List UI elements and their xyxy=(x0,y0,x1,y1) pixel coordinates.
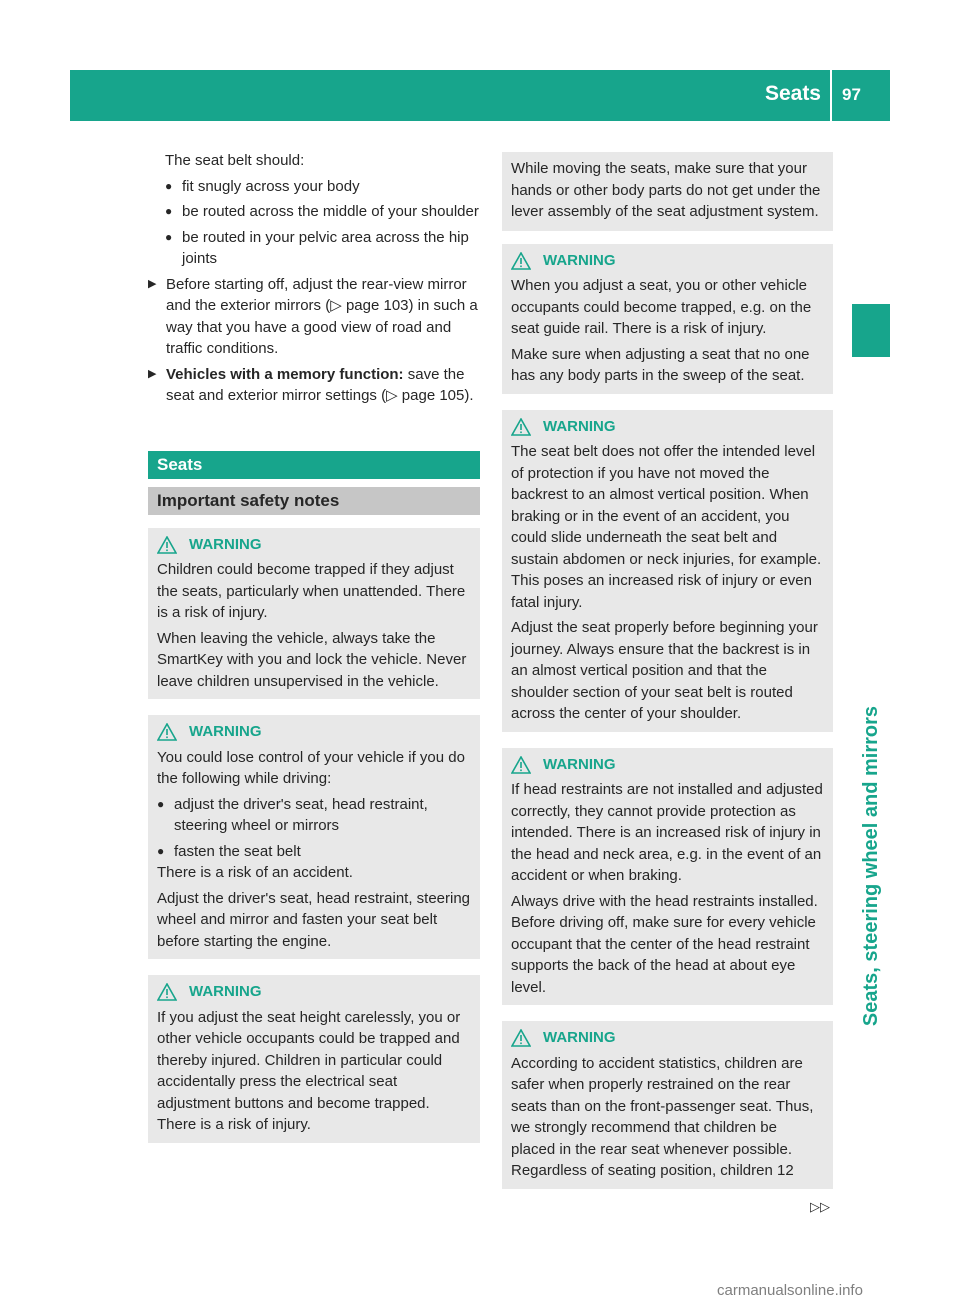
continue-arrows-icon: ▷▷ xyxy=(810,1199,830,1214)
warning-triangle-icon xyxy=(157,536,177,554)
warning-text: When you adjust a seat, you or other vehicle occupants could become trapped, e.g. on the seat guide rail. There is a risk of injury. xyxy=(511,277,812,337)
header-divider xyxy=(830,70,832,121)
right-column xyxy=(502,152,833,1189)
warning-triangle-icon xyxy=(157,723,177,741)
note-box xyxy=(502,152,833,231)
bullet-icon: ● xyxy=(157,796,165,811)
warning-text: If head restraints are not installed and adjusted correctly, they cannot provide protection as intended. There is an increased risk of injury in the head and neck area, e.g. in the event of an accident or when braking. xyxy=(511,781,823,884)
warning-box xyxy=(502,1021,833,1189)
warning-text: Adjust the driver's seat, head restraint, steering wheel and mirror and fasten your seat belt before starting the engine. xyxy=(157,889,471,950)
page-ref-link[interactable]: page 103) in such a way that you have a good view of road and traffic conditions. xyxy=(166,297,478,357)
step-text: save the seat and exterior mirror settings ( xyxy=(166,365,465,404)
warning-box xyxy=(148,528,480,700)
list-item-text: be routed in your pelvic area across the hip joints xyxy=(182,228,469,267)
list-item xyxy=(165,201,480,223)
list-item-text: adjust the driver's seat, head restraint, steering wheel or mirrors xyxy=(174,795,428,834)
warning-triangle-icon xyxy=(511,756,531,774)
chapter-side-tab xyxy=(852,121,890,1181)
warning-label: WARNING xyxy=(543,417,616,435)
list-item-text: fit snugly across your body xyxy=(182,177,360,195)
warning-box xyxy=(148,715,480,959)
warning-triangle-icon xyxy=(511,1029,531,1047)
step-text: Before starting off, adjust the rear-view mirror and the exterior mirrors ( xyxy=(166,275,467,314)
note-text: While moving the seats, make sure that your hands or other body parts do not get under the lever assembly of the seat adjustment system. xyxy=(511,160,821,220)
warning-text: Children could become trapped if they adjust the seats, particularly when unattended. There is a risk of injury. xyxy=(157,561,466,621)
warning-text: Always drive with the head restraints installed. Before driving off, make sure for every vehicle occupant that the center of the head restraint supports the back of the head at about eye level. xyxy=(511,892,818,996)
list-item-text: fasten the seat belt xyxy=(174,842,301,860)
warning-triangle-icon xyxy=(511,252,531,270)
warning-triangle-icon xyxy=(511,418,531,436)
step-adjust-mirrors xyxy=(148,274,480,360)
chapter-title: Seats, steering wheel and mirrors xyxy=(860,705,882,1027)
list-item xyxy=(157,794,472,837)
warning-title xyxy=(157,534,472,556)
page-ref-icon: ▷ xyxy=(386,387,398,404)
warning-box xyxy=(502,410,833,732)
warning-label: WARNING xyxy=(543,1029,616,1046)
list-item xyxy=(165,227,480,270)
watermark: carmanualsonline.info xyxy=(717,1282,863,1299)
page-ref-icon: ▷ xyxy=(330,297,342,314)
warning-text: Adjust the seat properly before beginning your journey. Always ensure that the backrest is in an almost vertical position and that the shoulder section of your seat belt is routed across the center of your shoulder. xyxy=(511,619,818,722)
warning-text: The seat belt does not offer the intended level of protection if you have not moved the backrest to an almost vertical position. When braking or in the event of an accident, you could slide underneath the seat belt and sustain abdomen or neck injuries, for example. This poses an increased risk of injury or even fatal injury. xyxy=(511,443,822,611)
warning-label: WARNING xyxy=(543,251,616,269)
bullet-icon: ● xyxy=(165,204,173,218)
list-item xyxy=(157,841,472,863)
page-header xyxy=(70,70,890,121)
warning-title xyxy=(157,721,472,743)
warning-label: WARNING xyxy=(189,723,262,740)
warning-box xyxy=(502,244,833,394)
page-number: 97 xyxy=(842,85,861,104)
step-bold-label: Vehicles with a memory function: xyxy=(166,365,404,383)
warning-label: WARNING xyxy=(189,983,262,1000)
warning-text: According to accident statistics, children are safer when properly restrained on the rear seats than on the front-passenger seat. Thus, we strongly recommend that children be placed in the rear seat whenever possible. Regardless of seating position, children 12 xyxy=(511,1054,814,1179)
step-arrow-icon: ▶ xyxy=(148,367,157,380)
warning-title xyxy=(157,981,472,1003)
subsection-title-safety: Important safety notes xyxy=(148,487,480,515)
warning-title xyxy=(511,416,825,438)
chapter-marker xyxy=(852,304,890,357)
bullet-icon: ● xyxy=(165,229,173,244)
warning-title xyxy=(511,250,825,272)
warning-label: WARNING xyxy=(543,755,616,773)
warning-text: Make sure when adjusting a seat that no one has any body parts in the sweep of the seat. xyxy=(511,345,810,384)
section-title-seats: Seats xyxy=(148,451,480,479)
bullet-icon: ● xyxy=(157,843,165,858)
left-column xyxy=(148,150,480,1143)
warning-text: You could lose control of your vehicle if you do the following while driving: xyxy=(157,748,465,787)
warning-text: There is a risk of an accident. xyxy=(157,864,353,881)
step-memory-function xyxy=(148,364,480,407)
page-ref-link[interactable]: page 105). xyxy=(401,387,474,404)
bullet-icon: ● xyxy=(165,178,173,193)
warning-title xyxy=(511,1027,825,1049)
warning-text: If you adjust the seat height carelessly, you or other vehicle occupants could be trapped and thereby injured. Children in particular could accidentally press the electrical seat adjustment buttons and become trapped. There is a risk of injury. xyxy=(157,1008,461,1133)
warning-label: WARNING xyxy=(189,535,262,553)
warning-box xyxy=(148,975,480,1143)
warning-text: When leaving the vehicle, always take the SmartKey with you and lock the vehicle. Never leave children unsupervised in the vehicle. xyxy=(157,629,467,690)
belt-intro: The seat belt should: xyxy=(165,152,305,169)
step-arrow-icon: ▶ xyxy=(148,277,157,290)
warning-title xyxy=(511,754,825,776)
warning-box xyxy=(502,748,833,1006)
list-item-text: be routed across the middle of your shoulder xyxy=(182,203,479,220)
header-title: Seats xyxy=(764,82,821,105)
warning-triangle-icon xyxy=(157,983,177,1001)
list-item xyxy=(165,176,480,198)
